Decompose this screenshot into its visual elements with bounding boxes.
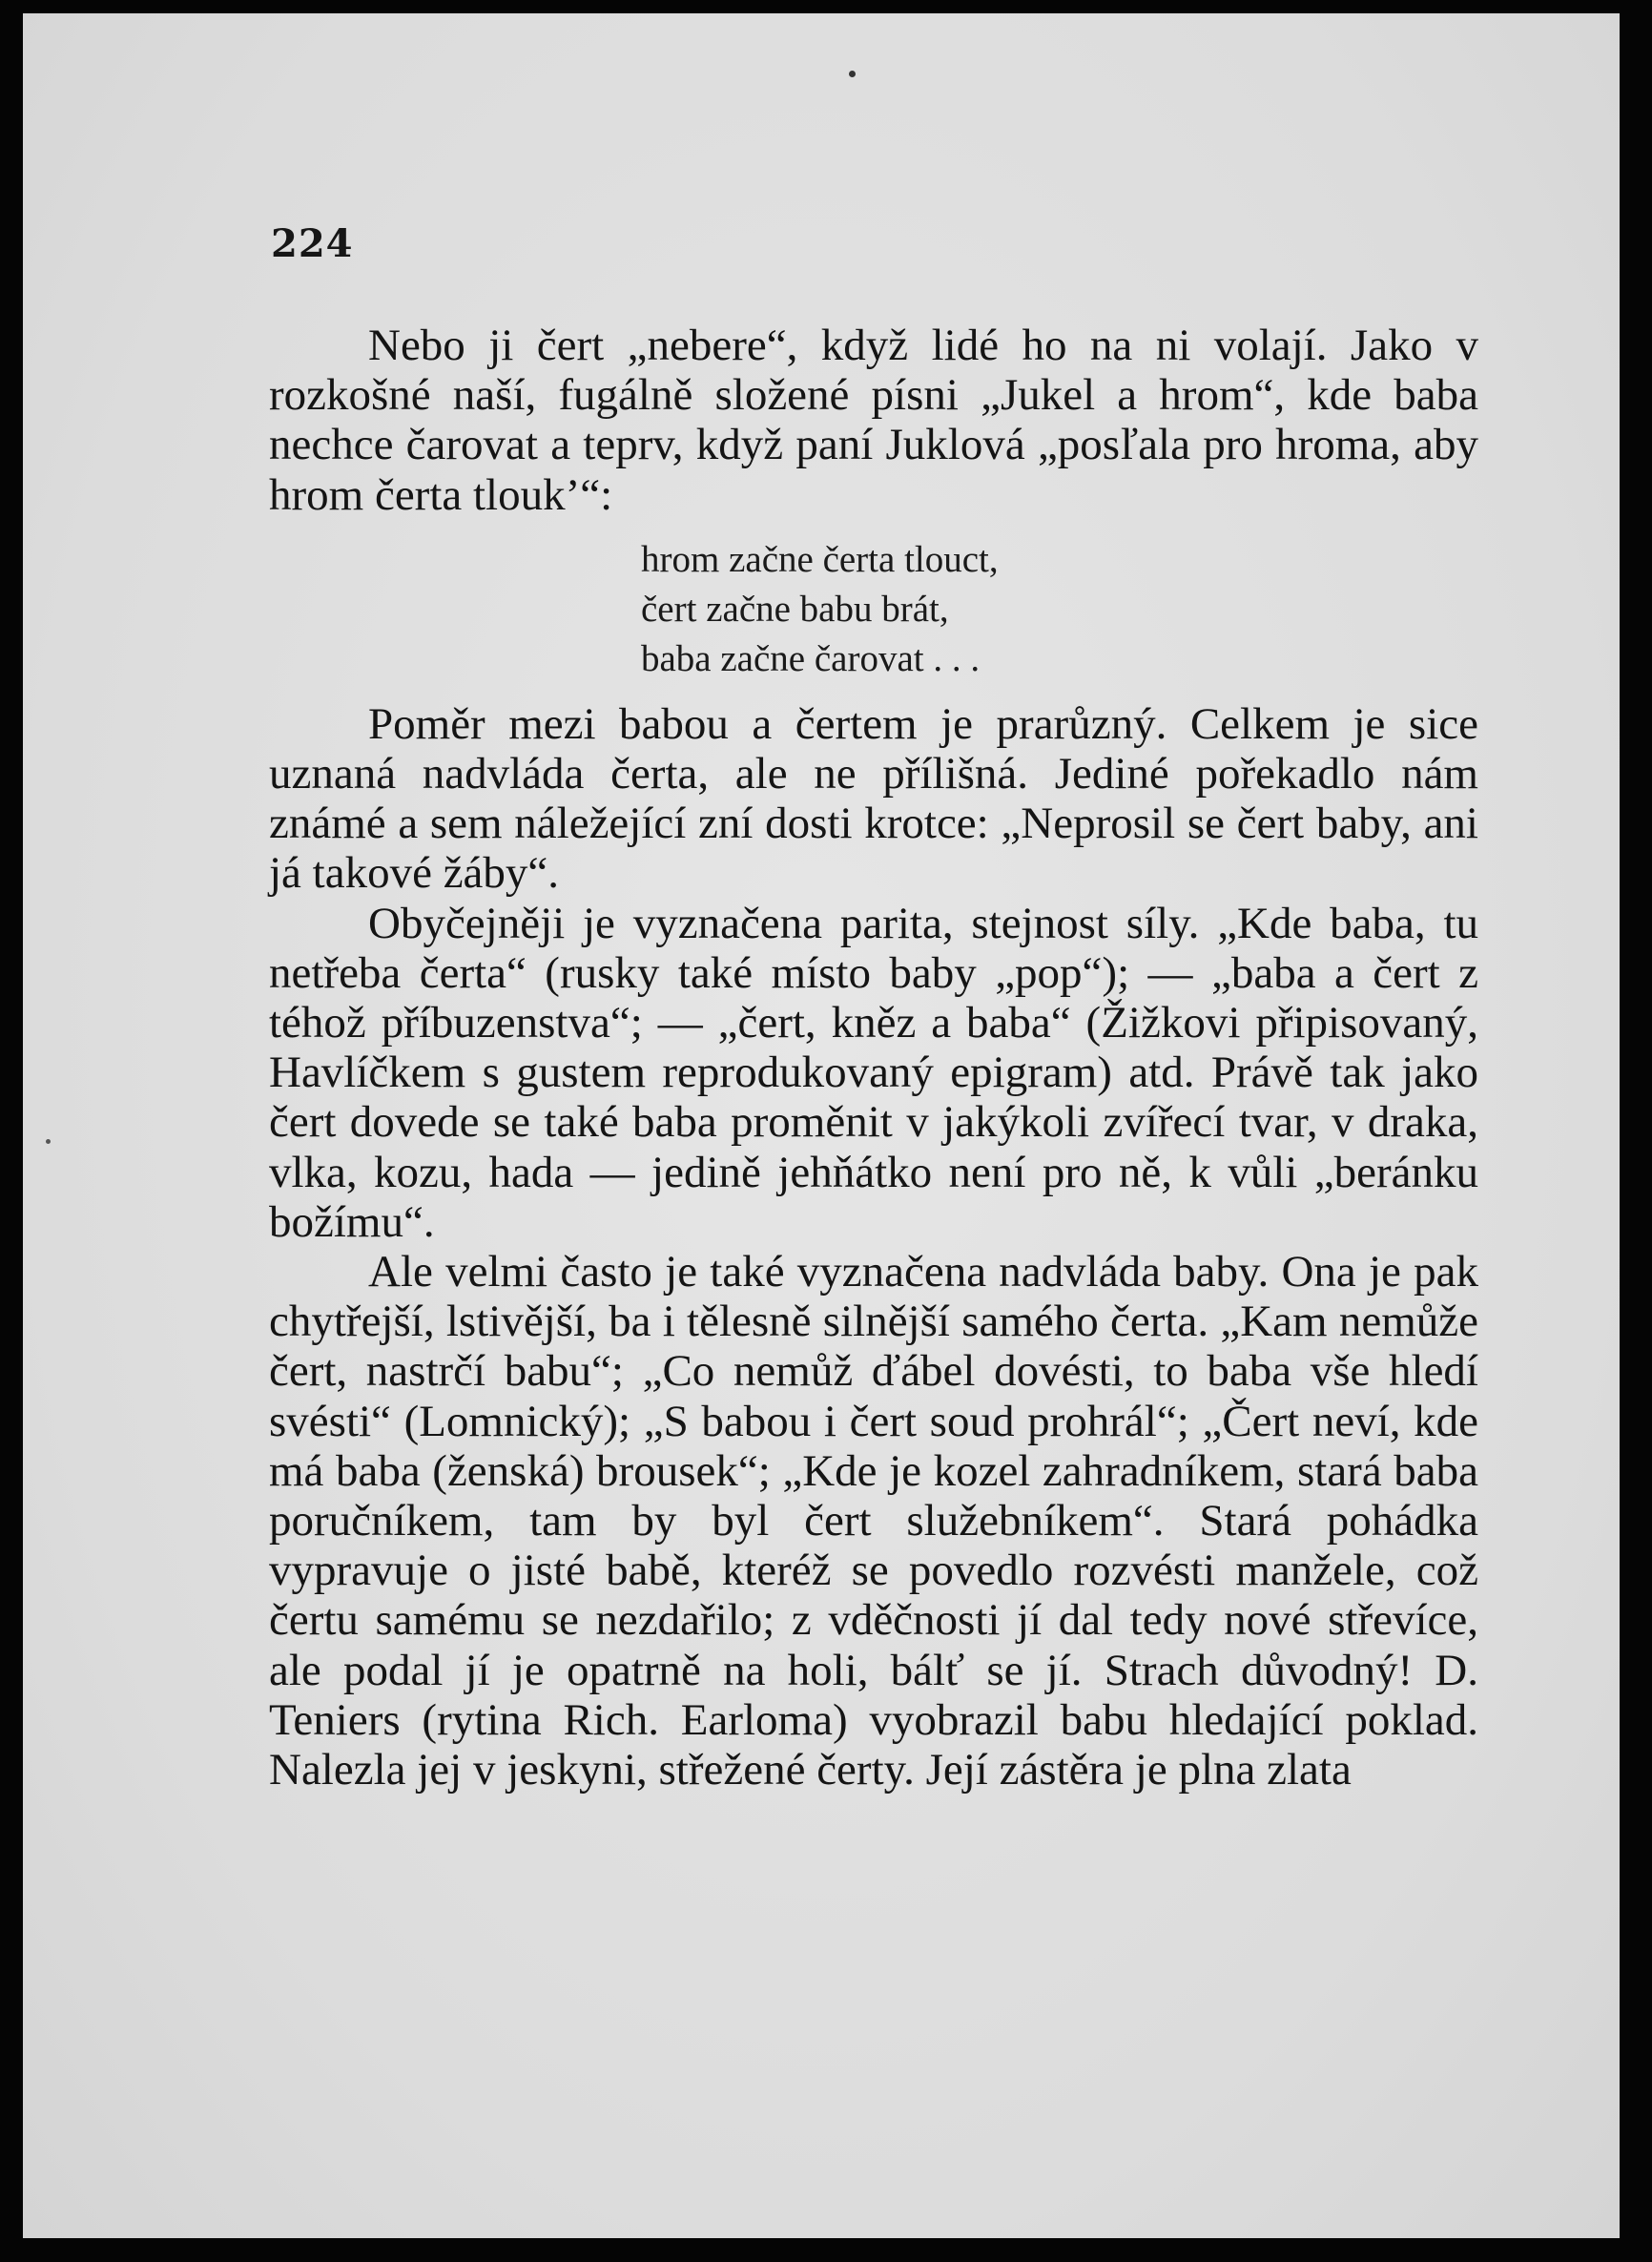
- verse-line-3: baba začne čarovat . . .: [641, 637, 981, 679]
- verse-line-2: čert začne babu brát,: [641, 588, 949, 630]
- paragraph-3: Obyčejněji je vyznačena parita, stejnost síly. „Kde baba, tu netřeba čerta“ (rusky také místo baby „pop“); — „baba a čert z téhož příbuzenstva“; — „čert, kněz a baba“ (Žižkovi připisovaný, Havlíčkem s gustem reprodukovaný epigram) atd. Právě tak jako čert dovede se také baba proměnit v jakýkoli zvířecí tvar, v draka, vlka, kozu, hada — jedině jehňátko není pro ně, k vůli „beránku božímu“.: [269, 898, 1478, 1247]
- page-number: 224: [271, 221, 354, 266]
- print-speck: [46, 1139, 51, 1144]
- paragraph-2: Poměr mezi babou a čertem je prarůzný. Celkem je sice uznaná nadvláda čerta, ale ne přílišná. Jediné pořekadlo nám známé a sem náležející zní dosti krotce: „Neprosil se čert baby, ani já takové žáby“.: [269, 698, 1478, 899]
- body-text: [269, 321, 1478, 1795]
- paragraph-1: Nebo ji čert „nebere“, když lidé ho na ni volají. Jako v rozkošné naší, fugálně složené písni „Jukel a hrom“, kde baba nechce čarovat a teprv, když paní Juklová „posľala pro hroma, aby hrom čerta tlouk’“:: [269, 321, 1478, 520]
- scanned-page: [23, 13, 1620, 2238]
- print-speck: [849, 71, 856, 77]
- verse-line-1: hrom začne čerta tlouct,: [641, 538, 999, 580]
- verse-quote: [641, 535, 1478, 684]
- paragraph-4: Ale velmi často je také vyznačena nadvláda baby. Ona je pak chytřejší, lstivější, ba i tělesně silnější samého čerta. „Kam nemůže čert, nastrčí babu“; „Co nemůž ďábel dovésti, to baba vše hledí svésti“ (Lomnický); „S babou i čert soud prohrál“; „Čert neví, kde má baba (ženská) brousek“; „Kde je kozel zahradníkem, stará baba poručníkem, tam by byl čert služebníkem“. Stará pohádka vypravuje o jisté babě, kteréž se povedlo rozvésti manžele, což čertu samému se nezdařilo; z vděčnosti jí dal tedy nové střevíce, ale podal jí je opatrně na holi, bálť se jí. Strach důvodný! D. Teniers (rytina Rich. Earloma) vyobrazil babu hledající poklad. Nalezla jej v jeskyni, střežené čerty. Její zástěra je plna zlata: [269, 1247, 1478, 1795]
